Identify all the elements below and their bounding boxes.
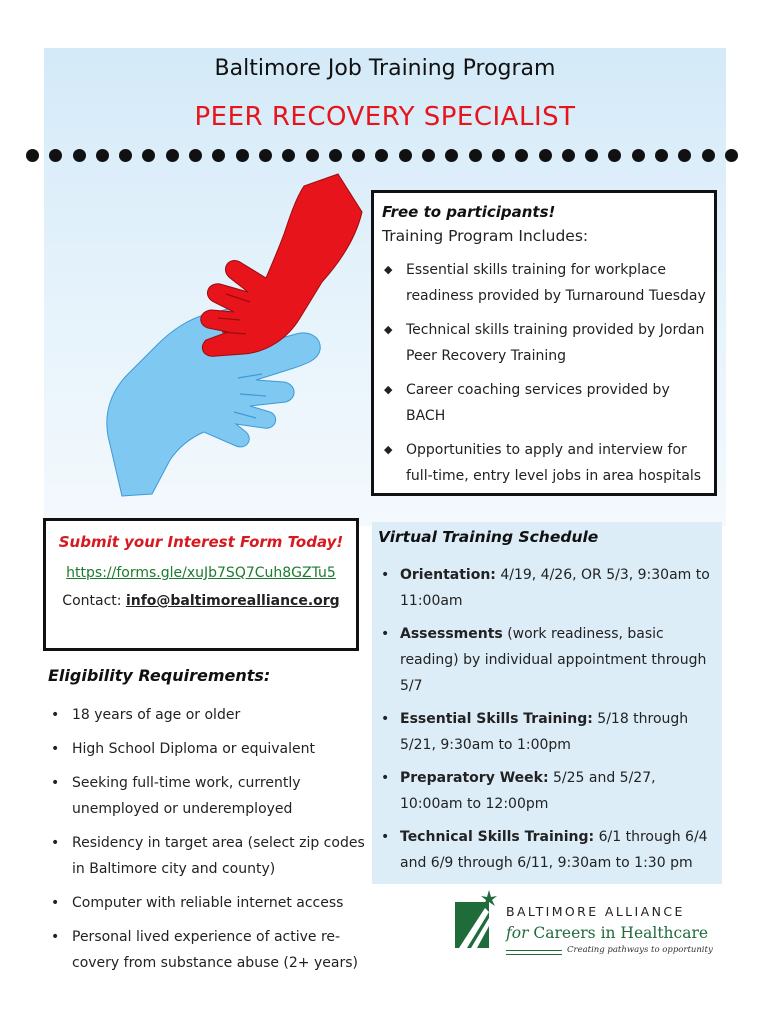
logo-tagline: Creating pathways to opportunity (567, 945, 713, 955)
divider-dot (73, 149, 86, 162)
list-item: • 18 years of age or older (48, 702, 368, 728)
program-name: Baltimore Job Training Program (214, 56, 556, 81)
divider-dot (259, 149, 272, 162)
list-item: ◆ Technical skills training provided by Jordan Peer Recovery Training (382, 317, 706, 369)
logo-org-name: BALTIMORE ALLIANCE (506, 904, 685, 919)
list-item: ◆ Essential skills training for workplace readiness provided by Turnaround Tuesday (382, 257, 706, 309)
divider-dot (142, 149, 155, 162)
contact-line (46, 593, 356, 609)
bach-logo (455, 884, 715, 964)
eligibility-list (48, 702, 368, 984)
divider-dot (49, 149, 62, 162)
interest-form-link[interactable]: https://forms.gle/xuJb7SQ7Cuh8GZTu5 (66, 565, 336, 581)
list-item: • Computer with reliable internet access (48, 890, 368, 916)
divider-dot (236, 149, 249, 162)
divider-dot (399, 149, 412, 162)
includes-heading: Training Program Includes: (382, 227, 589, 245)
includes-list (382, 257, 706, 489)
list-item: • Orientation: 4/19, 4/26, OR 5/3, 9:30am to 11:00am (378, 562, 718, 614)
free-note: Free to participants! (382, 203, 556, 221)
schedule-heading: Virtual Training Schedule (378, 528, 599, 546)
divider-dot (119, 149, 132, 162)
divider-dot (422, 149, 435, 162)
divider-dot (632, 149, 645, 162)
divider-dot (166, 149, 179, 162)
list-item: • Technical Skills Training: 6/1 through 6/4 and 6/9 through 6/11, 9:30am to 1:30 pm (378, 824, 718, 876)
list-item: ◆ Opportunities to apply and interview for full-time, entry level jobs in area hospitals (382, 437, 706, 489)
diamond-bullet-icon: ◆ (384, 383, 393, 396)
diamond-bullet-icon: ◆ (384, 263, 393, 276)
eligibility-heading: Eligibility Requirements: (48, 666, 271, 685)
logo-mark-icon (455, 888, 497, 948)
divider-dot (678, 149, 691, 162)
list-item: • Preparatory Week: 5/25 and 5/27, 10:00am to 12:00pm (378, 765, 718, 817)
helping-hands-illustration (100, 168, 370, 508)
diamond-bullet-icon: ◆ (384, 323, 393, 336)
bullet-icon: • (381, 770, 390, 786)
divider-dot (492, 149, 505, 162)
divider-dot (26, 149, 39, 162)
divider-dot (469, 149, 482, 162)
list-item: • Residency in target area (select zip codes in Baltimore city and county) (48, 830, 368, 882)
list-item: • Essential Skills Training: 5/18 through 5/21, 9:30am to 1:00pm (378, 706, 718, 758)
divider-dot (702, 149, 715, 162)
list-item: ◆ Career coaching services provided by BACH (382, 377, 706, 429)
divider-dot (282, 149, 295, 162)
bullet-icon: • (51, 895, 60, 911)
logo-rule (506, 950, 562, 955)
divider-dot (562, 149, 575, 162)
logo-subtitle: for Careers in Healthcare (506, 924, 709, 942)
program-includes-box (371, 190, 717, 496)
divider-dot (96, 149, 109, 162)
bullet-icon: • (51, 707, 60, 723)
bullet-icon: • (381, 711, 390, 727)
bullet-icon: • (51, 835, 60, 851)
bullet-icon: • (51, 741, 60, 757)
bullet-icon: • (381, 567, 390, 583)
bullet-icon: • (381, 829, 390, 845)
bullet-icon: • (381, 626, 390, 642)
list-item: • High School Diploma or equivalent (48, 736, 368, 762)
bullet-icon: • (51, 929, 60, 945)
contact-label: Contact: (62, 593, 122, 609)
contact-email-link[interactable]: info@baltimorealliance.org (125, 593, 340, 609)
divider-dot (352, 149, 365, 162)
divider-dot (725, 149, 738, 162)
submit-heading: Submit your Interest Form Today! (58, 533, 344, 551)
divider-dot (539, 149, 552, 162)
divider-dot (585, 149, 598, 162)
bullet-icon: • (51, 775, 60, 791)
diamond-bullet-icon: ◆ (384, 443, 393, 456)
divider-dot (306, 149, 319, 162)
divider-dot (189, 149, 202, 162)
divider-dot (655, 149, 668, 162)
dotted-divider (26, 149, 738, 162)
list-item: • Seeking full-time work, currently unemployed or underemployed (48, 770, 368, 822)
divider-dot (445, 149, 458, 162)
list-item: • Assessments (work readiness, basic reading) by individual appointment through 5/7 (378, 621, 718, 699)
divider-dot (608, 149, 621, 162)
divider-dot (515, 149, 528, 162)
blue-hand (107, 308, 320, 496)
interest-form-box (43, 518, 359, 651)
list-item: • Personal lived experience of active re-covery from substance abuse (2+ years) (48, 924, 368, 976)
divider-dot (329, 149, 342, 162)
schedule-list (378, 562, 718, 883)
divider-dot (212, 149, 225, 162)
divider-dot (375, 149, 388, 162)
red-hand (201, 174, 362, 356)
page-title: PEER RECOVERY SPECIALIST (194, 102, 576, 132)
